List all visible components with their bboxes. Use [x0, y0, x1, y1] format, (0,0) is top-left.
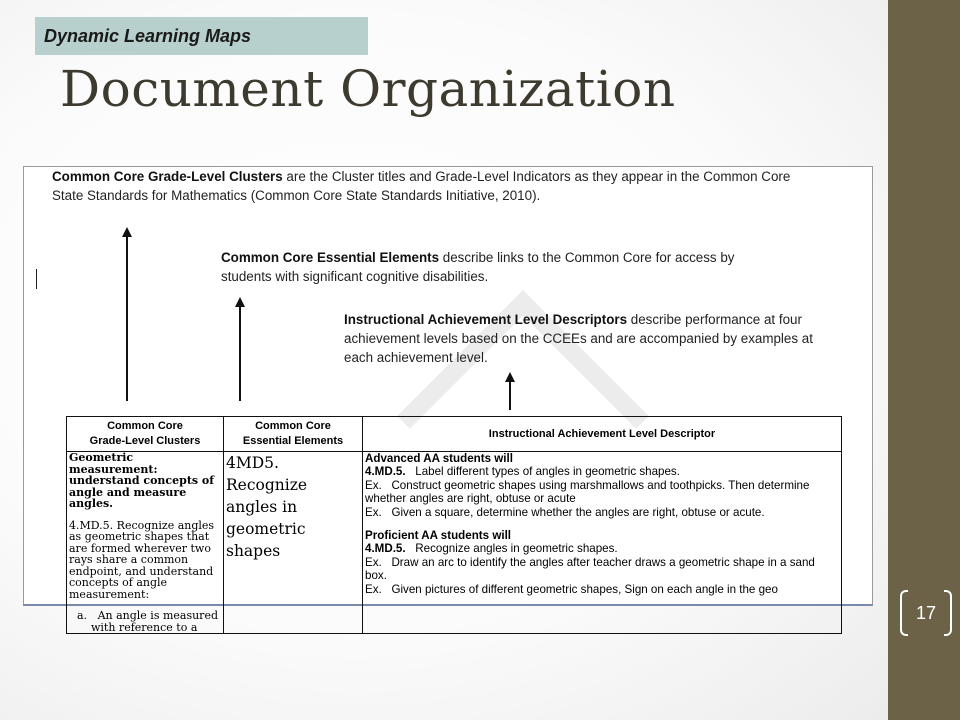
- example-label: Ex.: [365, 582, 382, 596]
- proficient-example-1: [365, 556, 839, 583]
- proficient-code-text: Recognize angles in geometric shapes.: [415, 542, 618, 556]
- advanced-heading: Advanced AA students will: [365, 452, 513, 465]
- advanced-code-text: Label different types of angles in geometric shapes.: [415, 465, 680, 479]
- cell-clusters: [67, 452, 224, 634]
- proficient-code: 4.MD.5.: [365, 542, 406, 556]
- cluster-body: 4.MD.5. Recognize angles as geometric shapes that are formed wherever two rays share a common endpoint, and understand concepts of angle measurement:: [69, 518, 215, 601]
- caption-clusters: [52, 167, 797, 205]
- table-header-row: [67, 417, 842, 452]
- caption-elements-bold: Common Core Essential Elements: [221, 250, 440, 265]
- header-col2-line2: Essential Elements: [242, 435, 344, 447]
- header-col2-line1: Common Core: [255, 420, 331, 432]
- caption-clusters-text: are the Cluster titles and Grade-Level Indicators as they appear in the Common Core State Standards for Mathematics (Common Core State Standards Initiative, 2010).: [52, 169, 791, 203]
- advanced-example-1: [365, 479, 839, 506]
- advanced-example-1-text: Construct geometric shapes using marshmallows and toothpicks. Then determine whether angles are right, obtuse or acute: [365, 478, 810, 506]
- header-col2: [224, 417, 363, 452]
- caption-descriptors-text: describe performance at four achievement levels based on the CCEEs and are accompanied by examples at each achievement level.: [344, 312, 813, 365]
- caption-elements-text: describe links to the Common Core for access by students with significant cognitive disabilities.: [221, 250, 735, 284]
- page-title: Document Organization: [60, 60, 676, 118]
- caption-elements: [221, 248, 781, 286]
- arrow-line-clusters: [126, 235, 128, 401]
- caption-descriptors-bold: Instructional Achievement Level Descriptors: [344, 312, 628, 327]
- example-label: Ex.: [365, 505, 382, 519]
- proficient-example-1-text: Draw an arc to identify the angles after teacher draws a geometric shape in a sand box.: [365, 555, 815, 583]
- header-tag: Dynamic Learning Maps: [35, 17, 368, 55]
- header-col1: [67, 417, 224, 452]
- text-cursor: [36, 269, 37, 289]
- cell-descriptors: [363, 452, 842, 634]
- arrow-line-descriptors: [509, 380, 511, 410]
- arrow-line-elements: [239, 305, 241, 401]
- element-code: 4MD5.: [226, 454, 279, 472]
- advanced-code-line: [365, 465, 839, 478]
- page-number-badge: [900, 590, 952, 638]
- advanced-code: 4.MD.5.: [365, 465, 406, 479]
- table-row: [67, 452, 842, 634]
- caption-descriptors: [344, 310, 814, 367]
- page-number: 17: [915, 603, 937, 623]
- proficient-heading: Proficient AA students will: [365, 529, 512, 543]
- element-text: Recognize angles in geometric shapes: [226, 476, 308, 560]
- advanced-example-2: [365, 506, 839, 519]
- header-col1-line1: Common Core: [107, 420, 183, 432]
- header-col3: Instructional Achievement Level Descriptor: [363, 417, 842, 452]
- standards-table: [66, 416, 842, 634]
- cluster-heading: Geometric measurement: understand concepts of angle and measure angles.: [69, 451, 214, 510]
- advanced-example-2-text: Given a square, determine whether the angles are right, obtuse or acute.: [391, 505, 765, 519]
- cell-elements: [224, 452, 363, 634]
- cluster-item: [69, 610, 221, 633]
- cluster-item-text: An angle is measured with reference to a: [91, 609, 218, 634]
- proficient-example-2: [365, 583, 839, 596]
- example-label: Ex.: [365, 555, 382, 569]
- footer-text: Wisconsin: [42, 683, 84, 693]
- cluster-item-marker: a.: [77, 609, 88, 622]
- proficient-example-2-text: Given pictures of different geometric shapes, Sign on each angle in the geo: [391, 582, 778, 596]
- example-label: Ex.: [365, 478, 382, 492]
- caption-clusters-bold: Common Core Grade-Level Clusters: [52, 169, 283, 184]
- document-image: [23, 166, 873, 634]
- header-col1-line2: Grade-Level Clusters: [89, 435, 201, 447]
- proficient-code-line: [365, 542, 839, 555]
